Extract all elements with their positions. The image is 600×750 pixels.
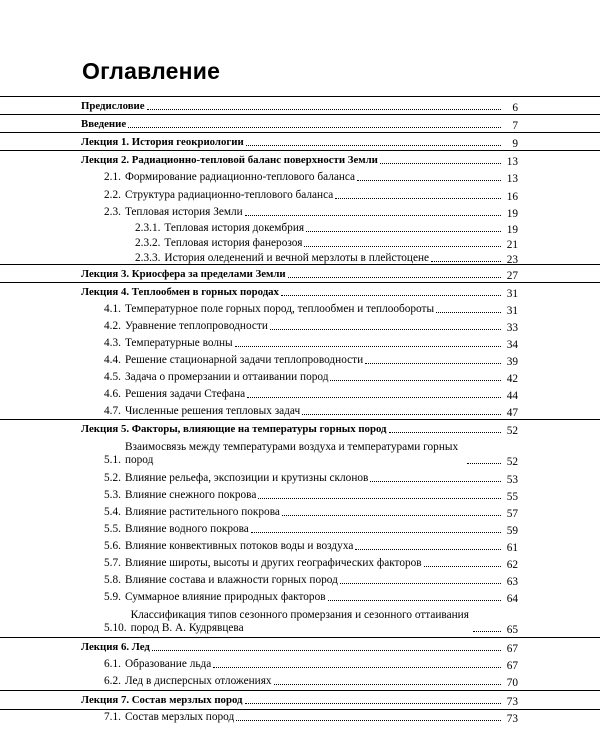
toc-section-row — [0, 470, 600, 487]
toc-section-row — [0, 589, 600, 606]
toc-leader-dots — [370, 481, 501, 482]
toc-leader-dots — [306, 231, 501, 232]
toc-leader-dots — [281, 295, 501, 296]
toc-page-number: 57 — [506, 508, 518, 520]
toc-chapter-row — [0, 690, 600, 710]
toc-entry — [104, 591, 503, 604]
toc-entry — [104, 388, 503, 401]
toc-leader-dots — [245, 703, 502, 704]
toc-chapter-row — [0, 264, 600, 283]
toc-leader-dots — [467, 463, 501, 464]
toc-entry-label: Температурное поле горных пород, теплообмен и теплообороты — [124, 303, 435, 315]
toc-entry — [135, 222, 503, 235]
toc-page-number: 73 — [506, 713, 518, 725]
toc-entry-label: Влияние конвективных потоков воды и воздуха — [124, 540, 354, 552]
toc-page-number: 19 — [506, 208, 518, 220]
toc-page-number: 23 — [506, 254, 518, 266]
toc-page-number: 44 — [506, 390, 518, 402]
toc-leader-dots — [247, 397, 501, 398]
toc-leader-dots — [274, 684, 501, 685]
toc-section-row — [0, 352, 600, 369]
toc-entry-label: Температурные волны — [124, 337, 233, 349]
toc-page-number: 33 — [506, 322, 518, 334]
toc-page-number: 59 — [506, 525, 518, 537]
toc-entry-label: Лекция 4. Теплообмен в горных породах — [81, 286, 279, 298]
toc-entry-label: Лекция 6. Лед — [81, 641, 150, 653]
toc-entry — [81, 694, 503, 707]
toc-section-row — [0, 205, 600, 221]
toc-section-row — [0, 301, 600, 318]
toc-entry — [81, 423, 503, 436]
toc-entry-number: 5.1. — [104, 454, 121, 466]
toc-entry-label: Влияние широты, высоты и других географических факторов — [124, 557, 422, 569]
toc-page-number: 63 — [506, 576, 518, 588]
toc-leader-dots — [246, 145, 501, 146]
toc-entry — [104, 441, 503, 467]
toc-leader-dots — [335, 198, 501, 199]
toc-entry — [104, 371, 503, 384]
toc-page-number: 53 — [506, 474, 518, 486]
toc-page-number: 64 — [506, 593, 518, 605]
toc-chapter-row — [0, 96, 600, 115]
toc-entry — [104, 354, 503, 367]
toc-entry — [135, 237, 503, 250]
toc-entry-label: Суммарное влияние природных факторов — [124, 591, 326, 603]
toc-page-number: 27 — [506, 270, 518, 282]
toc-leader-dots — [270, 329, 501, 330]
toc-section-row — [0, 572, 600, 589]
toc-entry-label: Лекция 5. Факторы, влияющие на температуры горных пород — [81, 423, 387, 435]
toc-entry-label: Влияние растительного покрова — [124, 506, 280, 518]
toc-entry — [104, 405, 503, 418]
toc-page-number: 65 — [506, 624, 518, 636]
toc-entry-label: Задача о промерзании и оттаивании пород — [124, 371, 329, 383]
toc-entry-label: Решения задачи Стефана — [124, 388, 246, 400]
toc-entry — [104, 489, 503, 502]
toc-leader-dots — [473, 631, 501, 632]
toc-entry-label: Численные решения тепловых задач — [124, 405, 301, 417]
toc-entry-number: 4.6. — [104, 388, 121, 400]
toc-entry — [104, 609, 503, 635]
toc-section-row — [0, 369, 600, 386]
toc-entry-label: Влияние водного покрова — [124, 523, 249, 535]
toc-entry — [104, 523, 503, 536]
toc-entry-label: Лекция 1. История геокриологии — [81, 136, 244, 148]
toc-entry-number: 5.5. — [104, 523, 121, 535]
toc-entry — [104, 574, 503, 587]
toc-entry — [104, 171, 503, 184]
toc-leader-dots — [436, 312, 501, 313]
toc-section-row — [0, 187, 600, 204]
toc-entry-number: 7.1. — [104, 711, 121, 723]
toc-entry-label: Лекция 2. Радиационно-тепловой баланс поверхности Земли — [81, 154, 378, 166]
toc-entry-label: Классификация типов сезонного промерзания и сезонного оттаивания пород В. А. Кудрявцева — [130, 609, 469, 634]
toc-entry — [81, 641, 503, 654]
toc-entry — [104, 337, 503, 350]
toc-page-number: 31 — [506, 288, 518, 300]
toc-section-row — [0, 222, 600, 237]
toc-section-row — [0, 335, 600, 352]
toc-leader-dots — [236, 720, 501, 721]
toc-entry-number: 5.9. — [104, 591, 121, 603]
toc-entry-label: Влияние рельефа, экспозиции и крутизны склонов — [124, 472, 369, 484]
page-title: Оглавление — [82, 58, 221, 84]
toc-entry — [104, 658, 503, 671]
toc-page-number: 7 — [512, 120, 518, 132]
toc-entry-number: 2.2. — [104, 189, 121, 201]
toc-leader-dots — [330, 380, 501, 381]
toc-entry-number: 4.4. — [104, 354, 121, 366]
toc-entry-label: Влияние состава и влажности горных пород — [124, 574, 338, 586]
toc-entry-label: Предисловие — [81, 100, 145, 112]
toc-entry — [104, 675, 503, 688]
toc-section-row — [0, 386, 600, 403]
toc-entry-number: 5.4. — [104, 506, 121, 518]
toc-entry-number: 5.8. — [104, 574, 121, 586]
toc-section-row — [0, 606, 600, 637]
toc-page-number: 52 — [506, 456, 518, 468]
toc-entry-label: Состав мерзлых пород — [124, 711, 235, 723]
toc-section-row — [0, 169, 600, 186]
toc-section-row — [0, 318, 600, 335]
toc-entry-label: Введение — [81, 118, 127, 130]
toc-page-number: 31 — [506, 305, 518, 317]
toc-entry-number: 6.2. — [104, 675, 121, 687]
toc-leader-dots — [424, 566, 501, 567]
toc-leader-dots — [355, 549, 501, 550]
toc-page-number: 62 — [506, 559, 518, 571]
toc-entry — [81, 136, 503, 149]
toc-entry-number: 4.7. — [104, 405, 121, 417]
toc-entry-label: Уравнение теплопроводности — [124, 320, 268, 332]
toc-entry — [104, 206, 503, 219]
toc-entry-number: 2.3.2. — [135, 237, 161, 249]
toc-entry-label: Взаимосвязь между температурами воздуха и температурами горных пород — [124, 441, 459, 466]
toc-entry-label: Тепловая история фанерозоя — [164, 237, 303, 249]
toc-section-row — [0, 487, 600, 504]
toc-entry-label: Тепловая история докембрия — [164, 222, 305, 234]
toc-entry — [104, 711, 503, 724]
toc-chapter-row — [0, 132, 600, 151]
toc-entry-number: 2.3.3. — [135, 252, 161, 264]
toc-entry-number: 6.1. — [104, 658, 121, 670]
toc-entry-label: История оледенений и вечной мерзлоты в плейстоцене — [164, 252, 430, 264]
toc-leader-dots — [380, 163, 501, 164]
toc-chapter-row — [0, 114, 600, 133]
toc-chapter-row — [0, 150, 600, 169]
toc-entry-label: Влияние снежного покрова — [124, 489, 257, 501]
toc-entry-number: 4.3. — [104, 337, 121, 349]
toc-entry — [81, 100, 503, 113]
toc-page-number: 42 — [506, 373, 518, 385]
toc-chapter-row — [0, 282, 600, 301]
toc-leader-dots — [251, 532, 501, 533]
toc-page-number: 47 — [506, 407, 518, 419]
toc-leader-dots — [389, 432, 502, 433]
toc-page-number: 13 — [506, 173, 518, 185]
toc-leader-dots — [340, 583, 501, 584]
toc-section-row — [0, 672, 600, 690]
toc-entry-number: 2.1. — [104, 171, 121, 183]
toc-entry-label: Формирование радиационно-теплового баланса — [124, 171, 356, 183]
toc-entry-number: 2.3. — [104, 206, 121, 218]
toc-page-number: 9 — [512, 138, 518, 150]
toc-section-row — [0, 504, 600, 521]
toc-entry-label: Структура радиационно-теплового баланса — [124, 189, 334, 201]
toc-page-number: 19 — [506, 224, 518, 236]
toc-entry — [81, 268, 503, 281]
toc-entry-number: 4.1. — [104, 303, 121, 315]
toc-leader-dots — [245, 215, 501, 216]
toc-page-number: 67 — [506, 643, 518, 655]
toc-section-row — [0, 403, 600, 420]
toc-page-number: 13 — [506, 156, 518, 168]
toc-section-row — [0, 437, 600, 469]
toc-leader-dots — [128, 127, 501, 128]
toc-section-row — [0, 521, 600, 538]
toc-leader-dots — [258, 498, 501, 499]
toc-section-row — [0, 555, 600, 572]
toc-page-number: 6 — [512, 102, 518, 114]
toc-page-number: 73 — [506, 696, 518, 708]
toc-page-number: 34 — [506, 339, 518, 351]
toc-entry — [104, 320, 503, 333]
toc-leader-dots — [282, 515, 501, 516]
toc-entry — [104, 189, 503, 202]
toc-leader-dots — [302, 414, 501, 415]
toc-entry-label: Лекция 7. Состав мерзлых пород — [81, 694, 243, 706]
toc-section-row — [0, 708, 600, 726]
toc-entry-number: 2.3.1. — [135, 222, 161, 234]
toc-section-row — [0, 237, 600, 252]
toc-leader-dots — [147, 109, 501, 110]
toc-page-number: 21 — [506, 239, 518, 251]
toc-entry-number: 5.7. — [104, 557, 121, 569]
toc-page-number: 16 — [506, 191, 518, 203]
toc-leader-dots — [431, 261, 501, 262]
toc-section-row — [0, 655, 600, 673]
toc-entry — [81, 118, 503, 131]
toc-page-number: 70 — [506, 677, 518, 689]
toc-entry — [81, 286, 503, 299]
toc-entry — [81, 154, 503, 167]
toc-entry — [104, 540, 503, 553]
toc-entry-number: 5.10. — [104, 622, 127, 634]
toc-entry-label: Лекция 3. Криосфера за пределами Земли — [81, 268, 286, 280]
toc-entry — [104, 506, 503, 519]
toc-entry-label: Лед в дисперсных отложениях — [124, 675, 272, 687]
toc-entry — [104, 472, 503, 485]
toc-page-number: 52 — [506, 425, 518, 437]
toc-page-number: 39 — [506, 356, 518, 368]
toc-leader-dots — [213, 667, 501, 668]
toc-entry-number: 5.3. — [104, 489, 121, 501]
toc-leader-dots — [152, 650, 501, 651]
toc-entry — [104, 557, 503, 570]
toc-page-number: 61 — [506, 542, 518, 554]
toc-entry — [104, 303, 503, 316]
toc-leader-dots — [304, 246, 501, 247]
toc-entry-label: Решение стационарной задачи теплопроводности — [124, 354, 364, 366]
toc-entry-number: 4.2. — [104, 320, 121, 332]
toc-chapter-row — [0, 637, 600, 656]
toc-leader-dots — [357, 180, 501, 181]
toc-section-row — [0, 538, 600, 555]
toc-entry-label: Тепловая история Земли — [124, 206, 243, 218]
toc-entry-number: 4.5. — [104, 371, 121, 383]
toc-entry-number: 5.2. — [104, 472, 121, 484]
toc-leader-dots — [235, 346, 501, 347]
toc-leader-dots — [288, 277, 501, 278]
toc-leader-dots — [328, 600, 501, 601]
toc-page-number: 55 — [506, 491, 518, 503]
toc-chapter-row — [0, 419, 600, 438]
toc-page-number: 67 — [506, 660, 518, 672]
toc-leader-dots — [365, 363, 501, 364]
toc-entry-number: 5.6. — [104, 540, 121, 552]
toc-entry-label: Образование льда — [124, 658, 212, 670]
